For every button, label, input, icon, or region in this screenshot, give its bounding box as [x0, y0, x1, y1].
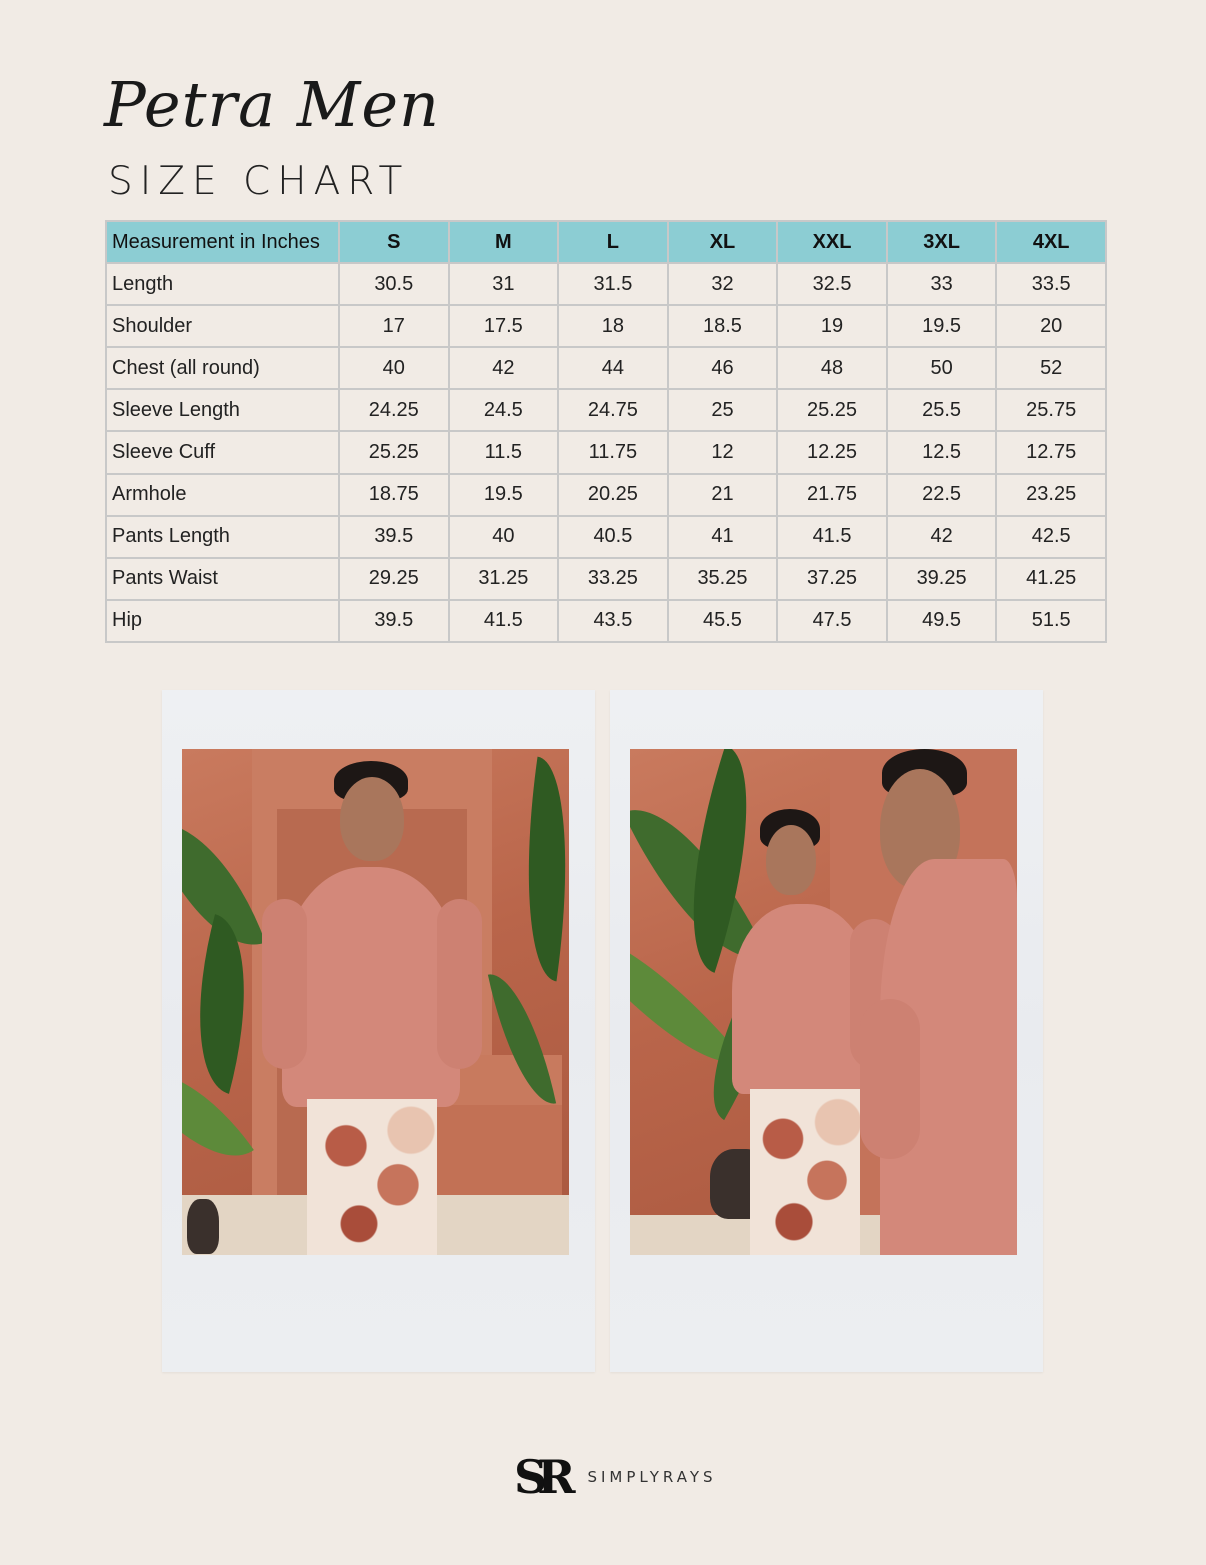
- table-cell: 42: [449, 347, 559, 389]
- table-cell: 50: [887, 347, 997, 389]
- table-cell: 40.5: [558, 516, 668, 558]
- table-cell: 33: [887, 263, 997, 305]
- table-cell: 23.25: [996, 474, 1106, 516]
- table-row: [106, 600, 1106, 642]
- table-cell: 39.25: [887, 558, 997, 600]
- table-cell: 19.5: [887, 305, 997, 347]
- table-cell: 49.5: [887, 600, 997, 642]
- collection-title: Petra Men: [104, 68, 440, 141]
- table-cell: 21: [668, 474, 778, 516]
- table-cell: 44: [558, 347, 668, 389]
- header-measurement: Measurement in Inches: [106, 221, 339, 263]
- table-cell: 46: [668, 347, 778, 389]
- table-cell: 20: [996, 305, 1106, 347]
- table-cell: 22.5: [887, 474, 997, 516]
- header-size: XL: [668, 221, 778, 263]
- page-subtitle: SIZE CHART: [108, 159, 410, 204]
- model-photo-couple: [630, 749, 1017, 1255]
- table-cell: 31.5: [558, 263, 668, 305]
- table-row: [106, 389, 1106, 431]
- table-cell: 19: [777, 305, 887, 347]
- row-label: Sleeve Length: [106, 389, 339, 431]
- table-cell: 32: [668, 263, 778, 305]
- table-cell: 31: [449, 263, 559, 305]
- model-photo-men: [182, 749, 569, 1255]
- table-cell: 12.5: [887, 431, 997, 473]
- table-cell: 48: [777, 347, 887, 389]
- row-label: Pants Length: [106, 516, 339, 558]
- table-cell: 40: [449, 516, 559, 558]
- row-label: Pants Waist: [106, 558, 339, 600]
- table-cell: 25.5: [887, 389, 997, 431]
- table-cell: 37.25: [777, 558, 887, 600]
- table-row: [106, 431, 1106, 473]
- header-size: S: [339, 221, 449, 263]
- table-row: [106, 474, 1106, 516]
- header-size: XXL: [777, 221, 887, 263]
- table-header-row: [106, 221, 1106, 263]
- row-label: Sleeve Cuff: [106, 431, 339, 473]
- table-row: [106, 305, 1106, 347]
- table-cell: 17.5: [449, 305, 559, 347]
- table-cell: 24.25: [339, 389, 449, 431]
- table-cell: 11.75: [558, 431, 668, 473]
- table-cell: 41.5: [449, 600, 559, 642]
- table-cell: 40: [339, 347, 449, 389]
- table-cell: 18.5: [668, 305, 778, 347]
- table-cell: 29.25: [339, 558, 449, 600]
- table-cell: 33.5: [996, 263, 1106, 305]
- table-cell: 24.5: [449, 389, 559, 431]
- table-cell: 25: [668, 389, 778, 431]
- table-cell: 45.5: [668, 600, 778, 642]
- table-cell: 20.25: [558, 474, 668, 516]
- table-cell: 42: [887, 516, 997, 558]
- table-cell: 12.75: [996, 431, 1106, 473]
- table-cell: 43.5: [558, 600, 668, 642]
- table-row: [106, 347, 1106, 389]
- table-cell: 39.5: [339, 600, 449, 642]
- table-cell: 11.5: [449, 431, 559, 473]
- header-size: L: [558, 221, 668, 263]
- row-label: Shoulder: [106, 305, 339, 347]
- table-cell: 25.25: [339, 431, 449, 473]
- row-label: Armhole: [106, 474, 339, 516]
- table-cell: 47.5: [777, 600, 887, 642]
- table-cell: 30.5: [339, 263, 449, 305]
- header-size: 4XL: [996, 221, 1106, 263]
- table-cell: 24.75: [558, 389, 668, 431]
- header-size: M: [449, 221, 559, 263]
- table-cell: 18: [558, 305, 668, 347]
- table-cell: 17: [339, 305, 449, 347]
- header-size: 3XL: [887, 221, 997, 263]
- brand-name: SIMPLYRAYS: [587, 1468, 717, 1486]
- table-cell: 12: [668, 431, 778, 473]
- table-cell: 12.25: [777, 431, 887, 473]
- table-cell: 35.25: [668, 558, 778, 600]
- table-cell: 41.25: [996, 558, 1106, 600]
- table-row: [106, 516, 1106, 558]
- table-cell: 19.5: [449, 474, 559, 516]
- row-label: Chest (all round): [106, 347, 339, 389]
- table-cell: 18.75: [339, 474, 449, 516]
- table-cell: 32.5: [777, 263, 887, 305]
- table-row: [106, 263, 1106, 305]
- size-chart-table: [105, 220, 1107, 643]
- table-cell: 25.75: [996, 389, 1106, 431]
- photo-frame-right: [610, 690, 1043, 1372]
- table-row: [106, 558, 1106, 600]
- table-cell: 31.25: [449, 558, 559, 600]
- table-cell: 52: [996, 347, 1106, 389]
- photo-frame-left: [162, 690, 595, 1372]
- table-cell: 39.5: [339, 516, 449, 558]
- table-cell: 25.25: [777, 389, 887, 431]
- table-cell: 21.75: [777, 474, 887, 516]
- brand-logo: [514, 1452, 717, 1502]
- table-cell: 42.5: [996, 516, 1106, 558]
- table-cell: 33.25: [558, 558, 668, 600]
- brand-mark: SR: [514, 1450, 566, 1504]
- row-label: Hip: [106, 600, 339, 642]
- table-cell: 51.5: [996, 600, 1106, 642]
- table-cell: 41.5: [777, 516, 887, 558]
- table-cell: 41: [668, 516, 778, 558]
- row-label: Length: [106, 263, 339, 305]
